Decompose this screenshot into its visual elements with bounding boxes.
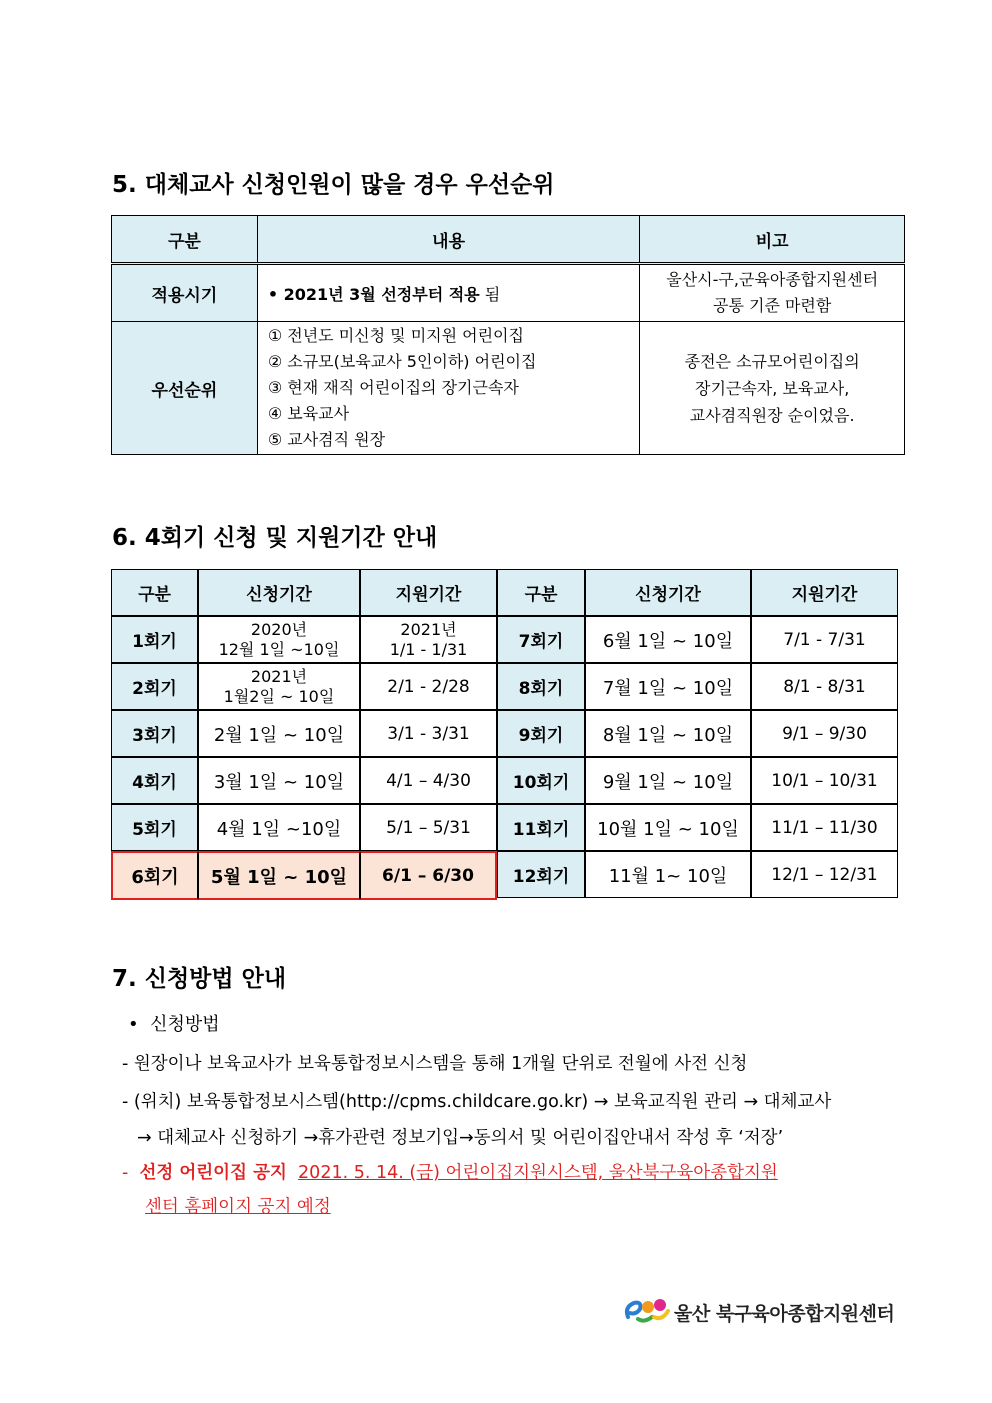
apply-dates: 1월2일 ~ 10일 — [223, 686, 335, 706]
footer-org-name: 울산 북구육아종합지원센터 — [674, 1303, 895, 1325]
header-category: 구분 — [112, 216, 258, 264]
support-period: 9/1 – 9/30 — [751, 710, 898, 757]
row-label-period: 적용시기 — [112, 264, 258, 322]
support-period: 2/1 - 2/28 — [360, 663, 497, 710]
round-label: 5회기 — [111, 804, 198, 851]
apply-period-highlighted: 5월 1일 ~ 10일 — [198, 851, 360, 900]
period-content — [257, 264, 640, 322]
apply-period: 3월 1일 ~ 10일 — [198, 757, 360, 804]
support-period: 8/1 - 8/31 — [751, 663, 898, 710]
priority-item: ④ 보육교사 — [267, 404, 350, 423]
schedule-header-support: 지원기간 — [751, 569, 898, 616]
apply-period: 6월 1일 ~ 10일 — [585, 616, 751, 663]
apply-dates: 12월 1일 ~10일 — [218, 639, 340, 659]
schedule-header-apply: 신청기간 — [585, 569, 751, 616]
method-bullet-label: 신청방법 — [150, 1014, 220, 1035]
support-period: 3/1 - 3/31 — [360, 710, 497, 757]
apply-period: 8월 1일 ~ 10일 — [585, 710, 751, 757]
support-period: 11/1 – 11/30 — [751, 804, 898, 851]
method-line-1: - 원장이나 보육교사가 보육통합정보시스템을 통해 1개월 단위로 전월에 사전 신청 — [122, 1054, 748, 1074]
section7-title: 7. 신청방법 안내 — [112, 966, 287, 992]
apply-period: 4월 1일 ~10일 — [198, 804, 360, 851]
schedule-table-left — [111, 569, 497, 900]
notice-dash: - — [122, 1163, 129, 1183]
round-label: 3회기 — [111, 710, 198, 757]
apply-period: 2월 1일 ~ 10일 — [198, 710, 360, 757]
support-period-highlighted: 6/1 – 6/30 — [360, 851, 497, 900]
priority-list — [257, 322, 640, 455]
period-note-line2: 공통 기준 마련함 — [712, 296, 832, 315]
round-label: 4회기 — [111, 757, 198, 804]
notice-line — [122, 1159, 778, 1184]
support-period: 7/1 - 7/31 — [751, 616, 898, 663]
support-period: 10/1 – 10/31 — [751, 757, 898, 804]
schedule-header-apply: 신청기간 — [198, 569, 360, 616]
period-content-bold: • 2021년 3월 선정부터 적용 — [267, 284, 480, 304]
schedule-header-round: 구분 — [111, 569, 198, 616]
schedule-table-right — [497, 569, 898, 898]
round-label: 2회기 — [111, 663, 198, 710]
bullet-dot: • — [128, 1014, 151, 1035]
round-label: 10회기 — [497, 757, 585, 804]
priority-item: ② 소규모(보육교사 5인이하) 어린이집 — [267, 352, 537, 371]
schedule-header-round: 구분 — [497, 569, 585, 616]
round-label: 1회기 — [111, 616, 198, 663]
notice-line-2: 센터 홈페이지 공지 예정 — [145, 1197, 331, 1217]
apply-period: 10월 1일 ~ 10일 — [585, 804, 751, 851]
round-label: 7회기 — [497, 616, 585, 663]
header-content: 내용 — [257, 216, 640, 264]
priority-note-line1: 종전은 소규모어린이집의 — [684, 351, 860, 371]
support-period: 5/1 – 5/31 — [360, 804, 497, 851]
method-line-3: → 대체교사 신청하기 →휴가관련 정보기입→동의서 및 어린이집안내서 작성 후 ‘저장’ — [137, 1128, 784, 1148]
schedule-header-support: 지원기간 — [360, 569, 497, 616]
section6-title: 6. 4회기 신청 및 지원기간 안내 — [112, 525, 438, 551]
footer-logo — [622, 1293, 895, 1329]
round-label-highlighted: 6회기 — [111, 851, 198, 900]
round-label: 12회기 — [497, 851, 585, 898]
apply-year: 2021년 — [250, 666, 308, 686]
apply-period — [198, 616, 360, 663]
method-bullet — [128, 1010, 220, 1036]
support-dates: 1/1 - 1/31 — [389, 639, 468, 659]
priority-note-line3: 교사겸직원장 순이었음. — [689, 405, 855, 425]
period-content-rest: 됨 — [479, 284, 501, 304]
priority-note — [640, 322, 905, 455]
priority-note-line2: 장기근속자, 보육교사, — [694, 378, 850, 398]
apply-period: 9월 1일 ~ 10일 — [585, 757, 751, 804]
apply-period: 7월 1일 ~ 10일 — [585, 663, 751, 710]
round-label: 8회기 — [497, 663, 585, 710]
support-period: 4/1 – 4/30 — [360, 757, 497, 804]
period-note — [640, 264, 905, 322]
row-label-priority: 우선순위 — [112, 322, 258, 455]
notice-label: 선정 어린이집 공지 — [139, 1163, 287, 1183]
priority-item: ⑤ 교사겸직 원장 — [267, 430, 386, 449]
header-note: 비고 — [640, 216, 905, 264]
round-label: 9회기 — [497, 710, 585, 757]
apply-year: 2020년 — [250, 619, 308, 639]
apply-period: 11월 1~ 10일 — [585, 851, 751, 898]
priority-item: ③ 현재 재직 어린이집의 장기근속자 — [267, 378, 519, 397]
notice-date-text: 2021. 5. 14. (금) 어린이집지원시스템, 울산북구육아종합지원 — [298, 1163, 778, 1183]
section5-title: 5. 대체교사 신청인원이 많을 경우 우선순위 — [112, 172, 555, 198]
period-note-line1: 울산시-구,군육아종합지원센터 — [666, 270, 879, 289]
support-year: 2021년 — [400, 619, 457, 639]
priority-item: ① 전년도 미신청 및 미지원 어린이집 — [267, 326, 524, 345]
org-logo-icon — [622, 1293, 672, 1327]
method-line-2: - (위치) 보육통합정보시스템(http://cpms.childcare.go.kr) → 보육교직원 관리 → 대체교사 — [122, 1092, 832, 1112]
support-period — [360, 616, 497, 663]
apply-period — [198, 663, 360, 710]
round-label: 11회기 — [497, 804, 585, 851]
support-period: 12/1 – 12/31 — [751, 851, 898, 898]
priority-table — [111, 215, 905, 455]
